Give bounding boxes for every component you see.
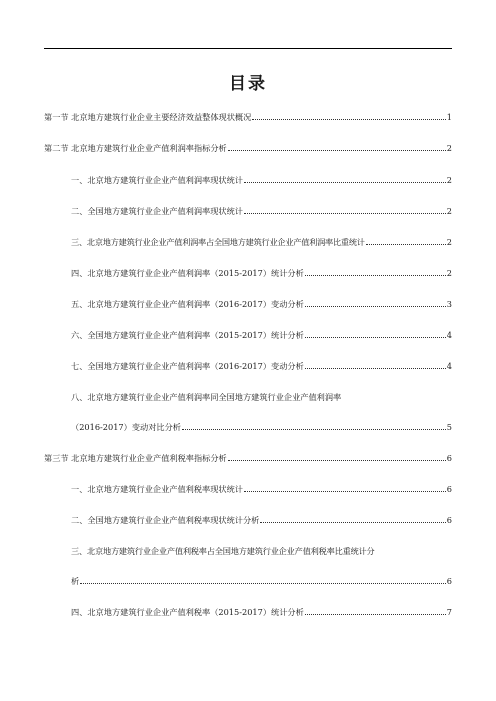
toc-entry-label: 七、全国地方建筑行业企业产值利润率（2016-2017）变动分析 xyxy=(71,361,304,371)
toc-page-number: 2 xyxy=(446,175,452,185)
toc-entry[interactable] xyxy=(44,452,452,464)
toc-entry[interactable] xyxy=(71,236,452,248)
page-title: 目录 xyxy=(229,74,267,94)
toc-entry[interactable] xyxy=(71,267,452,279)
toc-entry[interactable] xyxy=(71,514,452,526)
toc-page-number: 5 xyxy=(446,422,452,432)
toc-page-number: 2 xyxy=(446,237,452,247)
toc-entry-label-line1[interactable]: 三、北京地方建筑行业企业产值利税率占全国地方建筑行业企业产值利税率比重统计分 xyxy=(71,546,375,556)
toc-dot-leader xyxy=(305,607,446,615)
toc-entry-label: 一、北京地方建筑行业企业产值利税率现状统计 xyxy=(71,484,243,494)
toc-entry-label: （2016-2017）变动对比分析 xyxy=(71,422,181,432)
toc-entry-label: 析 xyxy=(71,576,80,586)
toc-entry[interactable] xyxy=(71,205,452,217)
toc-dot-leader xyxy=(228,453,446,461)
toc-dot-leader xyxy=(244,206,446,214)
toc-entry[interactable] xyxy=(71,298,452,310)
toc-dot-leader xyxy=(305,330,446,338)
toc-dot-leader xyxy=(305,361,446,369)
toc-dot-leader xyxy=(305,268,446,276)
toc-dot-leader xyxy=(305,299,446,307)
toc-entry-label: 四、北京地方建筑行业企业产值利润率（2015-2017）统计分析 xyxy=(71,268,304,278)
toc-entry[interactable] xyxy=(71,360,452,372)
toc-page-number: 6 xyxy=(446,453,452,463)
toc-page-number: 4 xyxy=(446,330,452,340)
toc-page-number: 2 xyxy=(446,206,452,216)
toc-entry-label: 二、全国地方建筑行业企业产值利润率现状统计 xyxy=(71,206,243,216)
toc-entry[interactable] xyxy=(44,111,452,123)
toc-page-number: 6 xyxy=(446,515,452,525)
toc-entry[interactable] xyxy=(71,606,452,618)
toc-entry-label: 第三节 北京地方建筑行业企业产值利税率指标分析 xyxy=(44,453,227,463)
toc-page-number: 4 xyxy=(446,361,452,371)
toc-entry-label-line1[interactable]: 八、北京地方建筑行业企业产值利润率同全国地方建筑行业企业产值利润率 xyxy=(71,392,342,402)
toc-entry[interactable] xyxy=(71,421,452,433)
toc-page-number: 6 xyxy=(446,576,452,586)
toc-dot-leader xyxy=(182,422,446,430)
toc-entry[interactable] xyxy=(44,142,452,154)
toc-dot-leader xyxy=(244,484,446,492)
toc-dot-leader xyxy=(80,576,446,584)
toc-entry-label: 第一节 北京地方建筑行业企业主要经济效益整体现状概况 xyxy=(44,112,252,122)
toc-dot-leader xyxy=(366,237,446,245)
toc-page-number: 1 xyxy=(446,112,452,122)
toc-entry-label: 五、北京地方建筑行业企业产值利润率（2016-2017）变动分析 xyxy=(71,299,304,309)
toc-entry-label: 第二节 北京地方建筑行业企业产值利润率指标分析 xyxy=(44,143,227,153)
toc-page-number: 2 xyxy=(446,143,452,153)
toc-entry-label: 三、北京地方建筑行业企业产值利润率占全国地方建筑行业企业产值利润率比重统计 xyxy=(71,237,365,247)
toc-entry-label: 四、北京地方建筑行业企业产值利税率（2015-2017）统计分析 xyxy=(71,607,304,617)
toc-entry-label: 一、北京地方建筑行业企业产值利润率现状统计 xyxy=(71,175,243,185)
toc-entry[interactable] xyxy=(71,483,452,495)
toc-page-number: 2 xyxy=(446,268,452,278)
toc-entry[interactable] xyxy=(71,329,452,341)
toc-page-number: 7 xyxy=(446,607,452,617)
toc-entry[interactable] xyxy=(71,174,452,186)
toc-page-number: 3 xyxy=(446,299,452,309)
toc-dot-leader xyxy=(252,112,445,120)
toc-page-number: 6 xyxy=(446,484,452,494)
toc-dot-leader xyxy=(260,515,445,523)
toc-dot-leader xyxy=(228,143,446,151)
toc-entry[interactable] xyxy=(71,575,452,587)
toc-entry-label: 六、全国地方建筑行业企业产值利润率（2015-2017）统计分析 xyxy=(71,330,304,340)
toc-entry-label: 二、全国地方建筑行业企业产值利税率现状统计分析 xyxy=(71,515,260,525)
toc-dot-leader xyxy=(244,175,446,183)
